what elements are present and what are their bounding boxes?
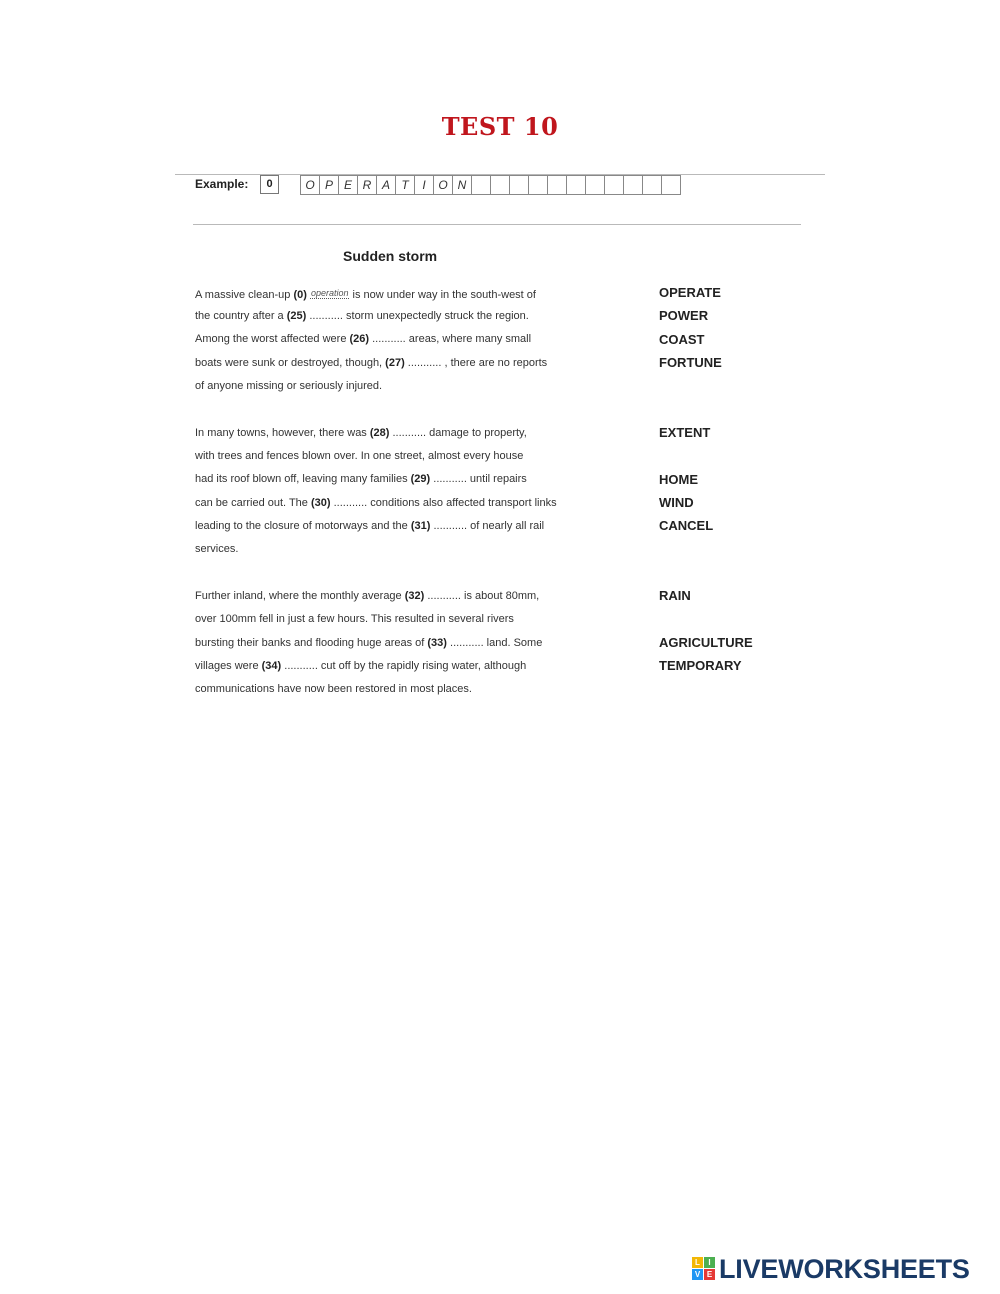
letter-cell: [604, 175, 624, 195]
letter-cell: E: [338, 175, 358, 195]
text-line: [195, 332, 531, 346]
text-segment: services.: [195, 543, 239, 555]
text-segment: villages were: [195, 660, 262, 672]
gap-number: (32): [404, 590, 425, 602]
text-line: [195, 542, 238, 556]
logo-text: LIVEWORKSHEETS: [719, 1253, 970, 1284]
word-coast: COAST: [659, 332, 705, 347]
text-segment: is now under way in the south-west of: [349, 289, 536, 301]
text-line: [195, 426, 527, 440]
text-line: [195, 612, 514, 626]
text-segment: In many towns, however, there was: [195, 427, 370, 439]
word-extent: EXTENT: [659, 425, 711, 440]
text-line: [195, 356, 547, 370]
word-operate: OPERATE: [659, 285, 721, 300]
text-segment: can be carried out. The: [195, 497, 311, 509]
letter-cell: N: [452, 175, 472, 195]
text-segment: ........... of nearly all rail: [430, 520, 545, 532]
liveworksheets-logo: [692, 1254, 970, 1284]
gap-number: (29): [410, 473, 431, 485]
gap-number: (25): [286, 310, 307, 322]
text-line: [195, 659, 526, 673]
text-segment: leading to the closure of motorways and the: [195, 520, 411, 532]
text-segment: ........... , there are no reports: [404, 357, 548, 369]
logo-mark-letter: I: [704, 1257, 715, 1268]
logo-mark-icon: [692, 1257, 716, 1281]
word-agriculture: AGRICULTURE: [659, 635, 753, 650]
letter-cell: [642, 175, 662, 195]
example-number-box: 0: [260, 175, 279, 194]
gap-number: (26): [349, 333, 370, 345]
letter-cell: O: [433, 175, 453, 195]
gap-number: (28): [369, 427, 390, 439]
letter-cell: I: [414, 175, 434, 195]
page-title: TEST 10: [441, 112, 559, 141]
text-segment: over 100mm fell in just a few hours. This resulted in several rivers: [195, 613, 514, 625]
example-label: Example:: [195, 177, 249, 191]
letter-cell: [471, 175, 491, 195]
text-segment: of anyone missing or seriously injured.: [195, 380, 383, 392]
gap-number: (0): [293, 289, 307, 301]
example-answer: operation: [310, 288, 349, 298]
text-segment: ........... cut off by the rapidly rising water, although: [281, 660, 527, 672]
word-wind: WIND: [659, 495, 694, 510]
text-line: [195, 449, 523, 463]
letter-cell: [566, 175, 586, 195]
gap-number: (30): [310, 497, 331, 509]
text-segment: the country after a: [195, 310, 287, 322]
word-rain: RAIN: [659, 588, 691, 603]
text-line: [195, 682, 472, 696]
letter-cell: [490, 175, 510, 195]
letter-cell: [623, 175, 643, 195]
letter-cell: T: [395, 175, 415, 195]
logo-mark-letter: L: [692, 1257, 703, 1268]
text-segment: ........... land. Some: [446, 637, 543, 649]
text-segment: boats were sunk or destroyed, though,: [195, 357, 386, 369]
gap-number: (34): [261, 660, 282, 672]
word-fortune: FORTUNE: [659, 355, 722, 370]
word-cancel: CANCEL: [659, 518, 714, 533]
text-segment: ........... is about 80mm,: [424, 590, 540, 602]
letter-cell: [509, 175, 529, 195]
letter-cell: A: [376, 175, 396, 195]
letter-cell: [528, 175, 548, 195]
text-line: [195, 286, 536, 302]
letter-cell: [585, 175, 605, 195]
text-line: [195, 379, 382, 393]
logo-mark-letter: V: [692, 1269, 703, 1280]
text-segment: with trees and fences blown over. In one street, almost every house: [195, 450, 524, 462]
text-segment: had its roof blown off, leaving many families: [195, 473, 411, 485]
text-segment: ........... storm unexpectedly struck the region.: [306, 310, 529, 322]
letter-cell: R: [357, 175, 377, 195]
gap-number: (27): [385, 357, 405, 369]
story-title: Sudden storm: [343, 248, 438, 264]
text-line: [195, 496, 557, 510]
word-home: HOME: [659, 472, 698, 487]
letter-cell: [547, 175, 567, 195]
text-segment: A massive clean-up: [195, 289, 294, 301]
text-line: [195, 636, 542, 650]
example-divider: [193, 224, 801, 225]
letter-cell: [661, 175, 681, 195]
text-segment: ........... until repairs: [430, 473, 527, 485]
text-segment: Further inland, where the monthly average: [195, 590, 405, 602]
letter-cell: P: [319, 175, 339, 195]
text-segment: Among the worst affected were: [195, 333, 350, 345]
text-segment: ........... areas, where many small: [369, 333, 532, 345]
text-segment: communications have now been restored in most places.: [195, 683, 472, 695]
example-answer-cells: [300, 175, 680, 195]
letter-cell: O: [300, 175, 320, 195]
text-segment: ........... conditions also affected transport links: [330, 497, 557, 509]
text-line: [195, 309, 529, 323]
text-line: [195, 589, 539, 603]
word-power: POWER: [659, 308, 709, 323]
logo-mark-letter: E: [704, 1269, 715, 1280]
text-line: [195, 519, 544, 533]
text-segment: ........... damage to property,: [389, 427, 527, 439]
gap-number: (33): [427, 637, 447, 649]
text-line: [195, 472, 527, 486]
word-temporary: TEMPORARY: [659, 658, 742, 673]
text-segment: bursting their banks and flooding huge areas of: [195, 637, 428, 649]
gap-number: (31): [410, 520, 431, 532]
